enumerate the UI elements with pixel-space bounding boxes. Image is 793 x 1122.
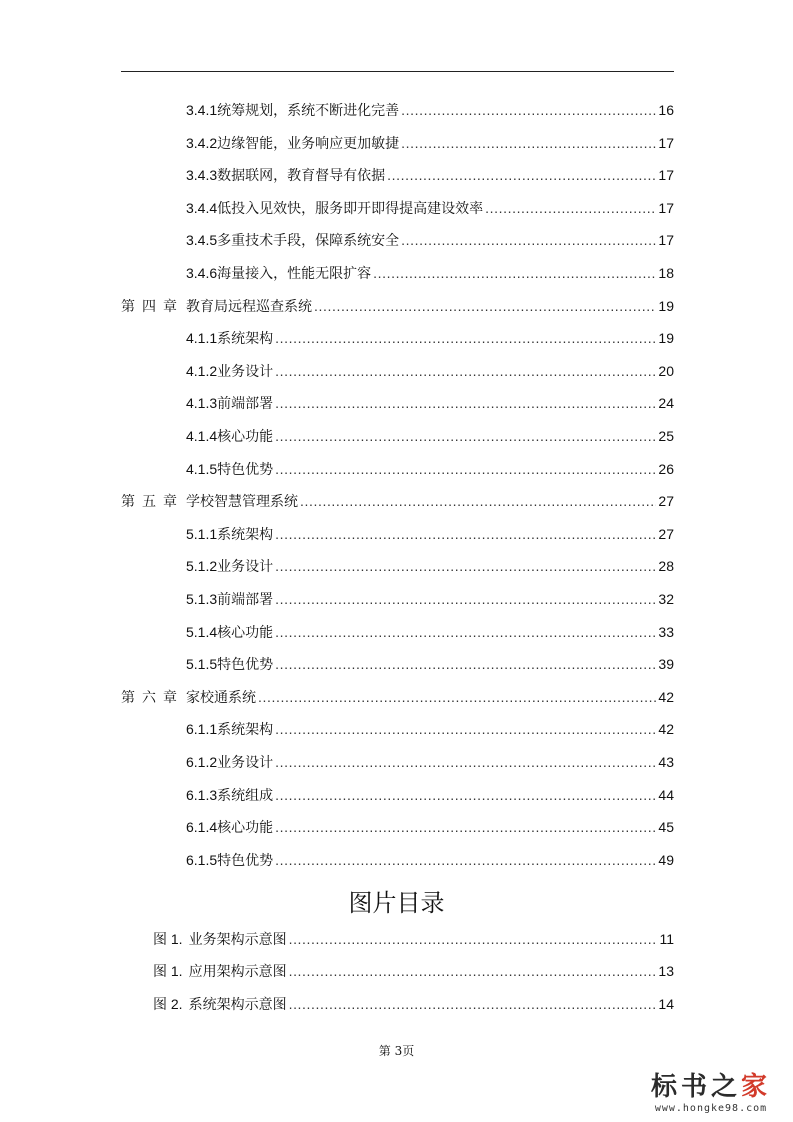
dot-leader — [275, 817, 656, 837]
dot-leader — [258, 687, 656, 707]
toc-chapter-number: 第五章 — [121, 493, 184, 509]
toc-page-number: 17 — [658, 232, 674, 248]
dot-leader — [275, 719, 656, 739]
toc-entry[interactable] — [186, 556, 674, 577]
toc-title: 核心功能 — [217, 429, 274, 445]
figure-list-heading: 图片目录 — [348, 889, 445, 917]
toc-entry[interactable] — [186, 426, 674, 447]
toc-title: 特色优势 — [217, 853, 274, 869]
toc-entry[interactable] — [186, 459, 674, 480]
toc-chapter-number: 第四章 — [121, 298, 184, 314]
dot-leader — [485, 198, 656, 218]
toc-page-number: 19 — [658, 330, 674, 346]
dot-leader — [275, 589, 656, 609]
figure-title: 业务架构示意图 — [188, 932, 287, 948]
toc-number: 4.1.5 — [186, 461, 218, 477]
page-footer: 第 3页 — [378, 1044, 415, 1058]
toc-page-number: 16 — [658, 102, 674, 118]
toc-title: 多重技术手段，保障系统安全 — [217, 233, 400, 249]
toc-number: 5.1.3 — [186, 591, 218, 607]
toc-chapter-entry[interactable] — [121, 296, 674, 317]
toc-number: 3.4.6 — [186, 265, 218, 281]
toc-page-number: 17 — [658, 167, 674, 183]
dot-leader — [275, 393, 656, 413]
toc-entry[interactable] — [186, 328, 674, 349]
dot-leader — [275, 328, 656, 348]
toc-entry[interactable] — [186, 589, 674, 610]
toc-title: 业务设计 — [217, 364, 274, 380]
dot-leader — [275, 622, 656, 642]
toc-number: 3.4.2 — [186, 135, 218, 151]
figure-number: 图 1. — [153, 963, 183, 979]
toc-entry[interactable] — [186, 165, 674, 186]
watermark-logo — [641, 1066, 781, 1114]
toc-entry[interactable] — [186, 850, 674, 871]
toc-title: 前端部署 — [217, 396, 274, 412]
toc-title: 系统架构 — [217, 722, 274, 738]
toc-number: 4.1.1 — [186, 330, 218, 346]
dot-leader — [275, 524, 656, 544]
toc-number: 6.1.4 — [186, 819, 218, 835]
toc-title: 海量接入，性能无限扩容 — [217, 266, 372, 282]
toc-number: 5.1.4 — [186, 624, 218, 640]
toc-title: 统筹规划，系统不断进化完善 — [217, 103, 400, 119]
toc-page-number: 45 — [658, 819, 674, 835]
toc-page-number: 28 — [658, 558, 674, 574]
watermark-url: www.hongke98.com — [654, 1103, 768, 1114]
dot-leader — [275, 556, 656, 576]
toc-entry[interactable] — [186, 198, 674, 219]
toc-title: 低投入见效快，服务即开即得提高建设效率 — [217, 201, 484, 217]
toc-title: 核心功能 — [217, 820, 274, 836]
toc-entry[interactable] — [186, 393, 674, 414]
toc-entry[interactable] — [186, 361, 674, 382]
toc-number: 3.4.4 — [186, 200, 218, 216]
dot-leader — [373, 263, 656, 283]
toc-page-number: 39 — [658, 656, 674, 672]
figure-number: 图 1. — [153, 931, 183, 947]
toc-number: 3.4.5 — [186, 232, 218, 248]
toc-title: 特色优势 — [217, 657, 274, 673]
toc-entry[interactable] — [186, 100, 674, 121]
dot-leader — [289, 994, 657, 1014]
toc-title: 家校通系统 — [186, 690, 256, 706]
toc-title: 前端部署 — [217, 592, 274, 608]
toc-number: 5.1.2 — [186, 558, 218, 574]
toc-title: 数据联网，教育督导有依据 — [217, 168, 386, 184]
figure-title: 应用架构示意图 — [188, 964, 287, 980]
toc-page-number: 17 — [658, 200, 674, 216]
dot-leader — [275, 785, 656, 805]
figure-number: 图 2. — [153, 996, 183, 1012]
watermark-logo-accent: 家 — [741, 1072, 772, 1102]
toc-page-number: 24 — [658, 395, 674, 411]
figure-page-number: 14 — [658, 996, 674, 1012]
dot-leader — [300, 491, 656, 511]
dot-leader — [289, 961, 657, 981]
toc-number: 4.1.3 — [186, 395, 218, 411]
toc-page-number: 27 — [658, 526, 674, 542]
dot-leader — [275, 654, 656, 674]
toc-title: 系统组成 — [217, 788, 274, 804]
dot-leader — [387, 165, 656, 185]
dot-leader — [401, 230, 656, 250]
toc-number: 5.1.5 — [186, 656, 218, 672]
toc-page-number: 32 — [658, 591, 674, 607]
toc-number: 3.4.3 — [186, 167, 218, 183]
toc-page-number: 44 — [658, 787, 674, 803]
figure-entry[interactable] — [153, 994, 674, 1015]
toc-entry[interactable] — [186, 230, 674, 251]
toc-page-number: 26 — [658, 461, 674, 477]
toc-title: 学校智慧管理系统 — [186, 494, 298, 510]
toc-title: 教育局远程巡查系统 — [186, 299, 312, 315]
toc-page-number: 25 — [658, 428, 674, 444]
toc-title: 边缘智能，业务响应更加敏捷 — [217, 136, 400, 152]
toc-page-number: 17 — [658, 135, 674, 151]
toc-title: 核心功能 — [217, 625, 274, 641]
toc-page-number: 33 — [658, 624, 674, 640]
toc-number: 4.1.2 — [186, 363, 218, 379]
toc-entry[interactable] — [186, 133, 674, 154]
toc-entry[interactable] — [186, 719, 674, 740]
toc-number: 5.1.1 — [186, 526, 218, 542]
toc-page-number: 20 — [658, 363, 674, 379]
toc-title: 系统架构 — [217, 527, 274, 543]
dot-leader — [401, 133, 656, 153]
toc-entry[interactable] — [186, 752, 674, 773]
watermark-logo-main: 标书之 — [650, 1072, 741, 1102]
toc-page-number: 42 — [658, 689, 674, 705]
dot-leader — [275, 426, 656, 446]
toc-title: 特色优势 — [217, 462, 274, 478]
toc-chapter-number: 第六章 — [121, 689, 184, 705]
header-rule — [121, 71, 674, 72]
dot-leader — [275, 459, 656, 479]
watermark-logo-text — [641, 1066, 781, 1103]
figure-page-number: 13 — [658, 963, 674, 979]
toc-entry[interactable] — [186, 817, 674, 838]
toc-number: 4.1.4 — [186, 428, 218, 444]
dot-leader — [275, 752, 656, 772]
figure-entry[interactable] — [153, 929, 674, 950]
figure-page-number: 11 — [659, 931, 674, 947]
toc-page-number: 27 — [658, 493, 674, 509]
dot-leader — [314, 296, 656, 316]
toc-entry[interactable] — [186, 622, 674, 643]
figure-title: 系统架构示意图 — [188, 997, 287, 1013]
toc-number: 6.1.5 — [186, 852, 218, 868]
toc-page-number: 49 — [658, 852, 674, 868]
toc-page-number: 43 — [658, 754, 674, 770]
toc-number: 6.1.2 — [186, 754, 218, 770]
toc-title: 系统架构 — [217, 331, 274, 347]
dot-leader — [275, 361, 656, 381]
dot-leader — [289, 929, 658, 949]
toc-number: 3.4.1 — [186, 102, 218, 118]
toc-title: 业务设计 — [217, 559, 274, 575]
toc-number: 6.1.3 — [186, 787, 218, 803]
toc-entry[interactable] — [186, 524, 674, 545]
toc-chapter-entry[interactable] — [121, 687, 674, 708]
dot-leader — [275, 850, 656, 870]
toc-entry[interactable] — [186, 654, 674, 675]
figure-entry[interactable] — [153, 961, 674, 982]
toc-entry[interactable] — [186, 263, 674, 284]
toc-page-number: 42 — [658, 721, 674, 737]
toc-page-number: 18 — [658, 265, 674, 281]
toc-title: 业务设计 — [217, 755, 274, 771]
toc-chapter-entry[interactable] — [121, 491, 674, 512]
dot-leader — [401, 100, 656, 120]
toc-page-number: 19 — [658, 298, 674, 314]
toc-number: 6.1.1 — [186, 721, 218, 737]
toc-entry[interactable] — [186, 785, 674, 806]
